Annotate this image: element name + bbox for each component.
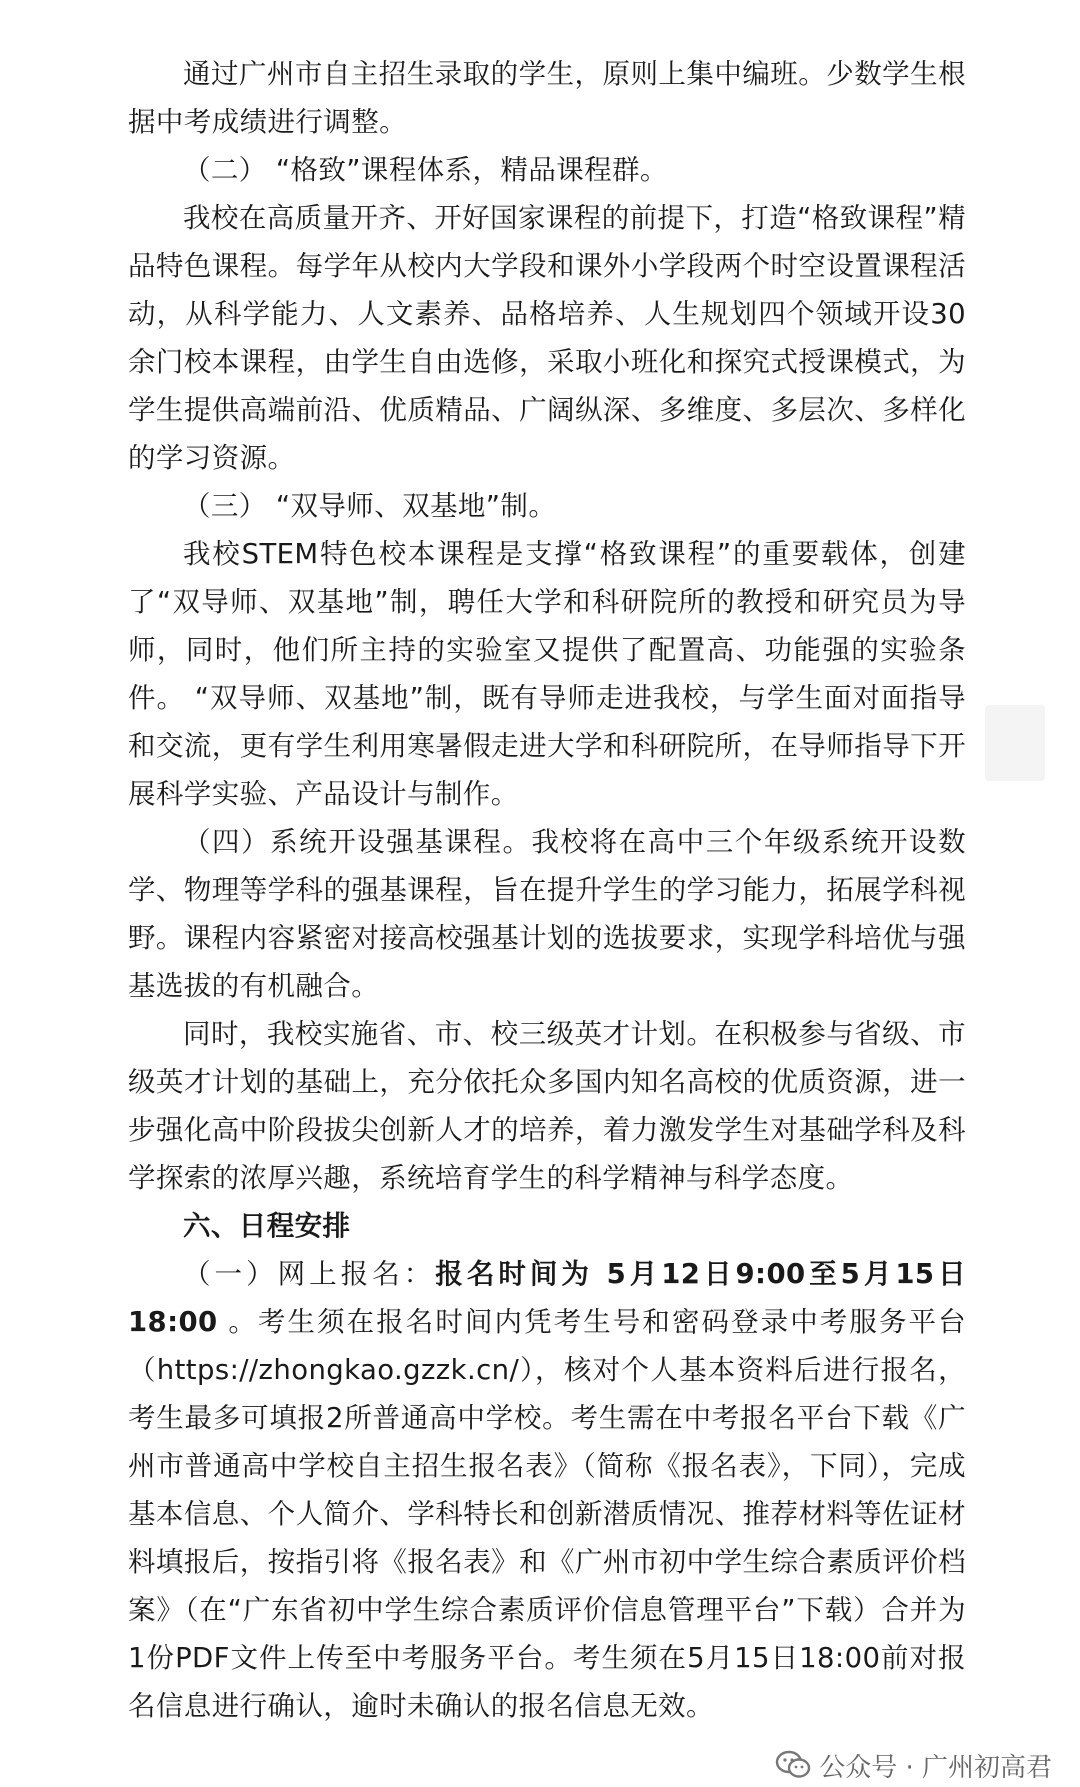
registration-line1-rest: 。考生须在报名时间内凭考生号和密码登录中考服务平台 [217, 1306, 966, 1338]
paragraph-online-registration [128, 1250, 966, 1730]
paragraph-strong-foundation: （四）系统开设强基课程。我校将在高中三个年级系统开设数学、物理等学科的强基课程，旨在提升学生的学习能力，拓展学科视野。课程内容紧密对接高校强基计划的选拔要求，实现学科培优与强基选拔的有机融合。 [128, 826, 966, 1002]
section-heading-schedule: 六、日程安排 [183, 1210, 351, 1242]
faint-background-mark [985, 705, 1045, 781]
paragraph-grouping: 通过广州市自主招生录取的学生，原则上集中编班。少数学生根据中考成绩进行调整。 [128, 58, 966, 138]
registration-rest: （https://zhongkao.gzzk.cn/），核对个人基本资料后进行报名，考生最多可填报2所普通高中学校。考生需在中考报名平台下载《广州市普通高中学校自主招生报名表》（简称《报名表》，下同），完成基本信息、个人简介、学科特长和创新潜质情况、推荐材料等佐证材料填报后，按指引将《报名表》和《广州市初中学生综合素质评价档案》（在“广东省初中学生综合素质评价信息管理平台”下载）合并为1份PDF文件上传至中考服务平台。考生须在5月15日18:00前对报名信息进行确认，逾时未确认的报名信息无效。 [128, 1354, 966, 1722]
subheading-dual-mentor: （三） “双导师、双基地”制。 [183, 490, 557, 522]
subheading-gezhi-curriculum: （二） “格致”课程体系，精品课程群。 [183, 154, 668, 186]
footer-text: 公众号 · 广州初高君 [819, 1752, 1052, 1783]
watermark-footer [775, 1750, 1052, 1783]
wechat-icon [775, 1750, 811, 1780]
registration-time: 报名时间为 5月12日9:00至5月15日18:00 [128, 1258, 966, 1338]
paragraph-gezhi-curriculum: 我校在高质量开齐、开好国家课程的前提下，打造“格致课程”精品特色课程。每学年从校内大学段和课外小学段两个时空设置课程活动，从科学能力、人文素养、品格培养、人生规划四个领域开设30余门校本课程，由学生自由选修，采取小班化和探究式授课模式，为学生提供高端前沿、优质精品、广阔纵深、多维度、多层次、多样化的学习资源。 [128, 202, 966, 474]
paragraph-talent-plan: 同时，我校实施省、市、校三级英才计划。在积极参与省级、市级英才计划的基础上，充分依托众多国内知名高校的优质资源，进一步强化高中阶段拔尖创新人才的培养，着力激发学生对基础学科及科学探索的浓厚兴趣，系统培育学生的科学精神与科学态度。 [128, 1018, 966, 1194]
registration-prefix: （一）网上报名： [183, 1258, 436, 1290]
document-body [128, 50, 966, 1730]
paragraph-dual-mentor: 我校STEM特色校本课程是支撑“格致课程”的重要载体，创建了“双导师、双基地”制，聘任大学和科研院所的教授和研究员为导师，同时，他们所主持的实验室又提供了配置高、功能强的实验条件。 “双导师、双基地”制，既有导师走进我校，与学生面对面指导和交流，更有学生利用寒暑假走进大学和科研院所，在导师指导下开展科学实验、产品设计与制作。 [128, 538, 966, 810]
